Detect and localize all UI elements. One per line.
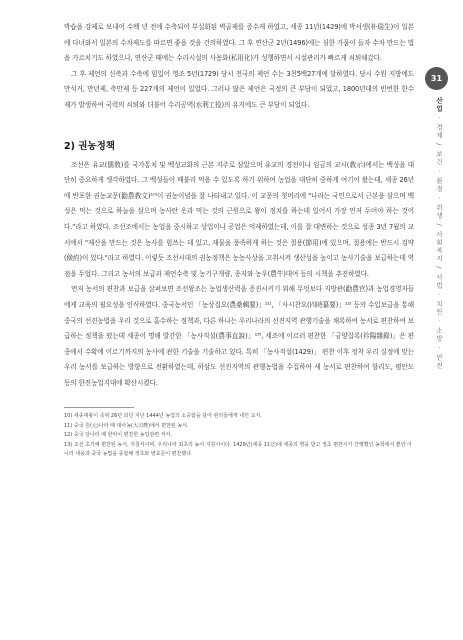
section-title: 2) 권농정책 [64,140,115,152]
footnote-divider [64,407,134,408]
page-body [64,20,414,460]
footnote: 12) 중국 당나라 때 한악이 편찬한 농업관련 저서. [64,432,172,439]
footnote: 10) 세종대왕이 즉위 26년 되던 지난 1444년 농업의 소중함을 담아 관리들에게 내린 교지. [64,413,262,420]
footnote: 13) 조선 초기에 편찬된 농서. 지침서이며, 우리나라 최초의 농서 지침서이다. 1429년(세종 11년)에 세종의 명을 받고 정초 편찬시가 간행했던 농학에서 뿐만 아니라 내용과 중국 농법을 종합해 정초와 변효문이 편찬했다. [64,441,413,458]
footnote: 11) 중국 원(元)나라 때 대사농(大司農)에서 편찬된 농서. [64,422,189,429]
body-paragraph: 먼저 농서의 편찬과 보급을 살펴보면 조선왕조는 농업생산력을 증진시키기 위해 무엇보다 지방관(勸農官)과 농업경영자들에게 교육의 필요성을 인식하였다. 중국농서인 「농상집요(農桑輯要)」¹¹⁾, 「사시찬요(四時纂要)」¹²⁾ 등의 수입보급을 통해 중국의 선진농법을 우리 것으로 흡수하는 정책과, 다른 하나는 우리나라의 선진지역 관행기술을 채록하여 농서로 편찬하여 보급하는 정책을 폈는데 세종이 명해 발간한 「농사직설(農事直說)」¹³⁾, 세조에 이르러 편찬한 「금양잡록(衿陽雜錄)」은 편종에서 수확에 이르기까지의 농사에 관한 기술을 기술하고 있다. 특히 「농사직설(1429)」 편찬 이후 정착 우리 실정에 맞는 우리 농서를 보급하는 방향으로 전환하였는데, 하삼도 선진지역의 관행농법을 수집하여 새 농서로 편찬하여 향리도, 평안도 등의 한전농업지대에 확산시켰다. [64,285,414,387]
side-label-rest: · 경제 / 보건 · 환경 · 위생 / 사회복지 / 사법 · 치안 · 소방 · 안전 [435,113,443,370]
chapter-side-label [428,97,444,370]
body-paragraph: 박습을 강제로 보내어 수백 년 전에 수축되어 부실화된 벽골제를 증수케 하였고, 세종 11년(1429)에 박서생(朴瑞生)이 일본에 다녀와서 일본의 수차제도를 따르면 좋을 것을 건의하였다. 그 후 연산군 2년(1496)에는 심한 가뭄이 들자 수차 만드는 법을 가르치기도 하였으나, 연산군 때에는 수리시설의 사용화(私用化)가 성행하면서 시설관리가 빠르게 쇠퇴해갔다. [64,23,414,63]
page-number-badge: 31 [425,67,448,90]
side-label-highlight: 산업 [435,97,443,113]
body-paragraph: 조선은 유교(儒敎)를 국가통치 및 백성교화의 근본 지주로 삼았으며 유교의 경전이나 임금의 교시(敎示)에서는 백성을 대단히 중요하게 생각하였다. 그 백성들이 배불리 먹을 수 있도록 하기 위하여 농업을 대단히 중하게 여기어 왔는데, 세종 26년에 반포한 권농교문(勸農敎文)¹⁰⁾이 권농이념을 잘 나타내고 있다. 이 교문의 첫머리에 "나라는 국민으로서 근본을 삼으며 백성은 먹는 것으로 하늘을 삼으며 농사란 옷과 먹는 것의 근원으로 왕이 정치를 하는데 있어서 가장 먼저 두어야 하는 것이다."라고 하였다. 조선조에서는 농업을 중시하고 상업이나 공업은 억제하였는데, 이를 잘 대변하는 것으로 성종 3년 7월의 교서에서 "재산을 만드는 것은 농사를 힘쓰는 데 있고, 재물을 풍족하게 하는 것은 절용(節用)에 있으며, 절용에는 반드시 검약(儉約)이 있다."라고 하였다. 이렇듯 조선시대의 권농정책은 농농사상을 고취시켜 생산성을 높이고 농사기술을 보급하는데 역점을 두었다. 그리고 농서의 보급과 제언수축 및 농기구개량, 종자와 농우(農牛)대여 등의 시책을 추진하였다. [64,160,414,278]
body-paragraph: 그 후 제언의 신축과 수축에 힘입어 영조 5년(1729) 당시 전국의 제언 수는 3천5백27개에 달하였다. 당시 수원 지방에도 만석거, 만년제, 축만제 등 227개의 제언이 있었다. 그러나 많은 제언은 국정의 큰 부담이 되었고, 1800년대의 빈번한 한수재가 발생하여 국력의 쇠퇴와 더불어 수리공역(水利工役)의 유지에도 큰 부담이 되었다. [64,69,414,109]
footnotes [64,412,414,460]
